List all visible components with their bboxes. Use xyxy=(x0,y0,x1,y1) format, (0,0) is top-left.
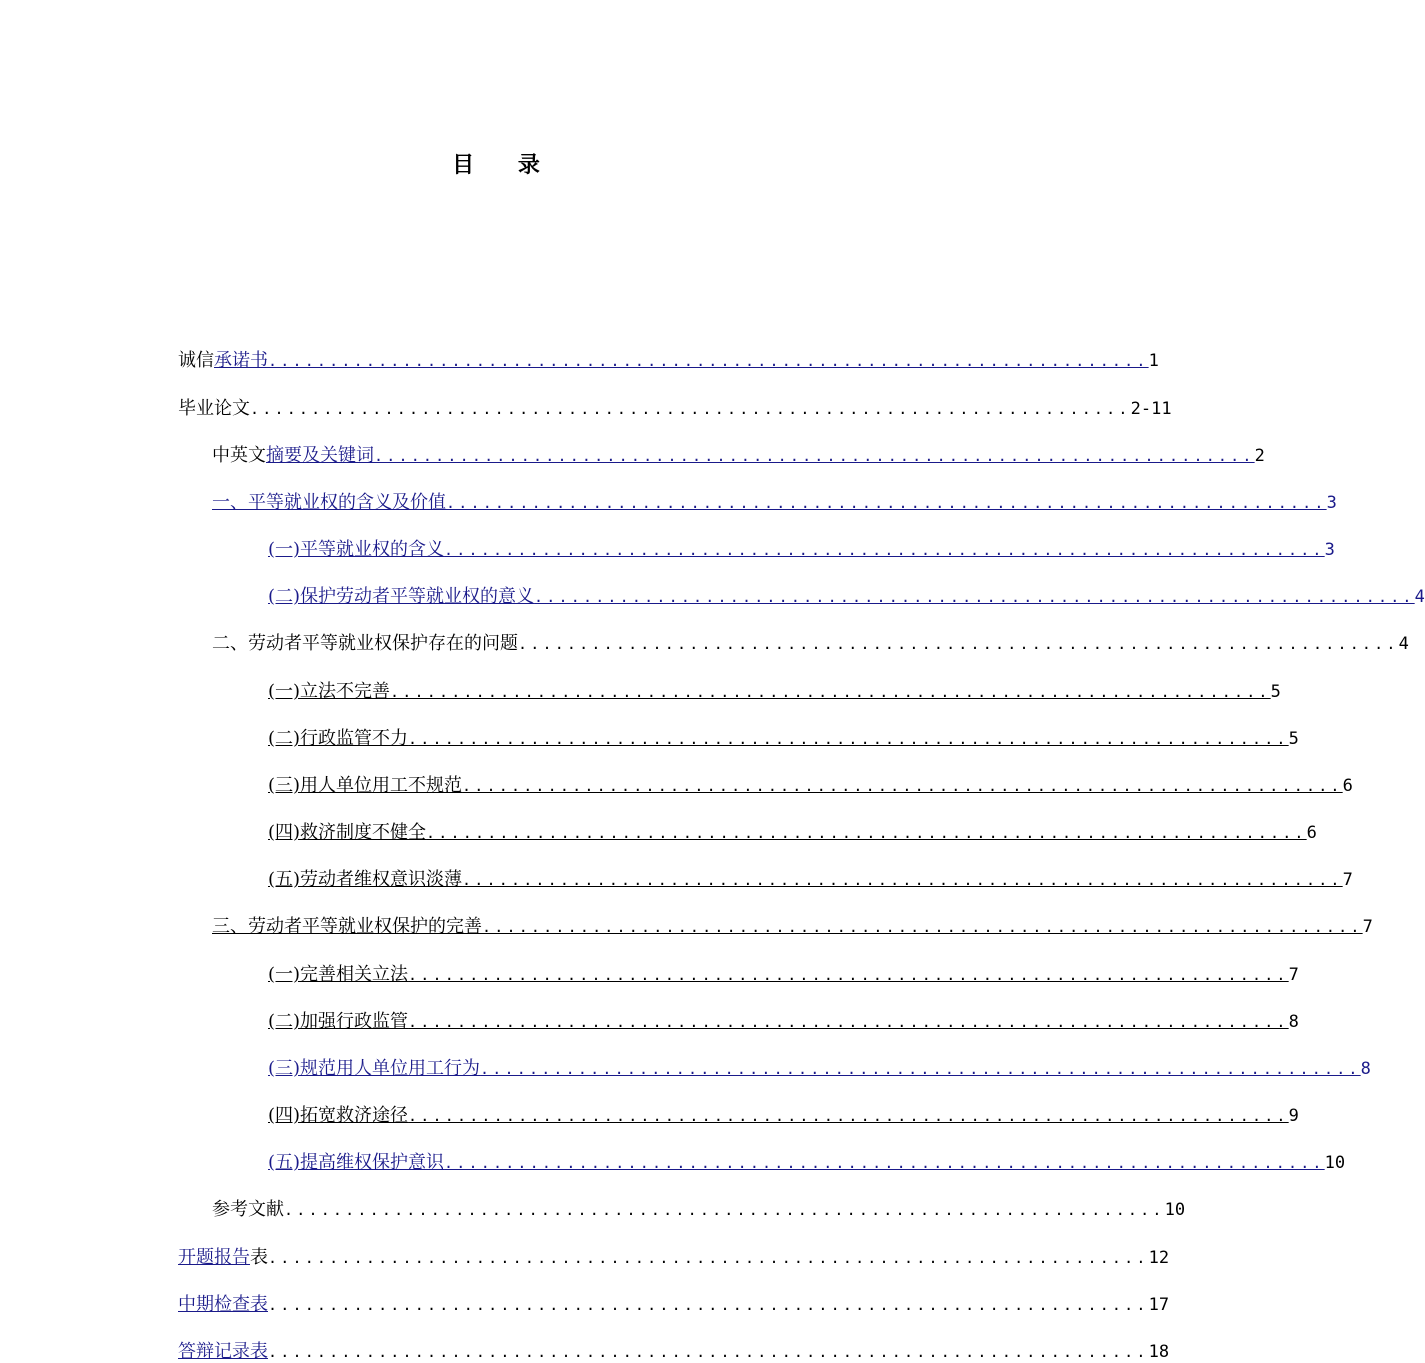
toc-leader-dots: ........................................................................ xyxy=(268,1296,1149,1314)
toc-page-number: 7 xyxy=(1288,965,1299,985)
toc-leader-dots: ........................................................................ xyxy=(426,824,1307,842)
toc-page-number: 8 xyxy=(1288,1012,1299,1032)
toc-entry-label: 参考文献 xyxy=(212,1199,284,1220)
toc-entry-section-3-4[interactable] xyxy=(268,1097,1299,1127)
toc-page-number: 2-11 xyxy=(1130,399,1172,419)
toc-entry-section-2-1[interactable] xyxy=(268,673,1281,703)
toc-page-number: 12 xyxy=(1148,1248,1170,1268)
toc-leader-dots: ........................................................................ xyxy=(284,1201,1165,1219)
toc-leader-dots: ........................................................................ xyxy=(534,588,1415,606)
toc-entry-abstract[interactable] xyxy=(212,437,1265,467)
toc-page-number: 8 xyxy=(1360,1059,1371,1079)
toc-title: 目 录 xyxy=(452,152,558,178)
toc-entry-midterm-check[interactable] xyxy=(178,1286,1170,1316)
toc-page-number: 3 xyxy=(1324,540,1335,560)
toc-leader-dots: ........................................................................ xyxy=(482,918,1363,936)
toc-leader-dots: ........................................................................ xyxy=(408,1013,1289,1031)
toc-page-number: 3 xyxy=(1326,493,1337,513)
toc-page-number: 7 xyxy=(1342,870,1353,890)
toc-entry-link[interactable]: (三)用人单位用工不规范 xyxy=(268,775,463,796)
toc-entry-link[interactable]: 承诺书 xyxy=(214,350,268,371)
toc-entry-section-2-5[interactable] xyxy=(268,861,1353,891)
toc-entry-link[interactable]: 摘要及关键词 xyxy=(266,445,374,466)
toc-leader-dots: ........................................................................ xyxy=(462,777,1343,795)
toc-entry-link[interactable]: (一)完善相关立法 xyxy=(268,964,409,985)
toc-page-number: 4 xyxy=(1414,587,1425,607)
toc-entry-suffix: 表 xyxy=(250,1247,268,1268)
toc-page-number: 18 xyxy=(1148,1342,1170,1362)
toc-leader-dots: ........................................................................ xyxy=(268,352,1149,370)
toc-entry-link[interactable]: 中期检查表 xyxy=(178,1294,268,1315)
toc-leader-dots: ........................................................................ xyxy=(374,447,1255,465)
toc-entry-link[interactable]: (二)保护劳动者平等就业权的意义 xyxy=(268,586,535,607)
toc-entry-section-3-2[interactable] xyxy=(268,1003,1299,1033)
toc-leader-dots: ........................................................................ xyxy=(518,635,1399,653)
toc-entry-link[interactable]: (五)劳动者维权意识淡薄 xyxy=(268,869,463,890)
toc-entry-section-2-2[interactable] xyxy=(268,720,1299,750)
toc-leader-dots: ........................................................................ xyxy=(250,400,1131,418)
toc-entry-section-3-5[interactable] xyxy=(268,1144,1346,1174)
toc-entry-section-2-3[interactable] xyxy=(268,767,1353,797)
toc-entry-defense-record[interactable] xyxy=(178,1333,1170,1363)
toc-page-number: 5 xyxy=(1270,682,1281,702)
toc-entry-section-3-3[interactable] xyxy=(268,1050,1371,1080)
toc-entry-section-1[interactable] xyxy=(212,484,1337,514)
toc-entry-link[interactable]: (二)行政监管不力 xyxy=(268,728,409,749)
toc-entry-section-3-1[interactable] xyxy=(268,956,1299,986)
toc-entry-link[interactable]: (四)拓宽救济途径 xyxy=(268,1105,409,1126)
toc-entry-link[interactable]: (一)立法不完善 xyxy=(268,681,391,702)
toc-entry-section-1-2[interactable] xyxy=(268,578,1425,608)
toc-entry-link[interactable]: (二)加强行政监管 xyxy=(268,1011,409,1032)
toc-leader-dots: ........................................................................ xyxy=(444,1154,1325,1172)
toc-entry-label: 毕业论文 xyxy=(178,398,250,419)
toc-entry-prefix: 诚信 xyxy=(178,350,214,371)
toc-entry-integrity-pledge[interactable] xyxy=(178,342,1159,372)
toc-page-number: 9 xyxy=(1288,1106,1299,1126)
toc-entry-proposal-report[interactable] xyxy=(178,1239,1170,1269)
toc-leader-dots: ........................................................................ xyxy=(390,683,1271,701)
toc-leader-dots: ........................................................................ xyxy=(268,1249,1149,1267)
toc-page-number: 2 xyxy=(1254,446,1265,466)
toc-entry-link[interactable]: (四)救济制度不健全 xyxy=(268,822,427,843)
toc-entry-section-1-1[interactable] xyxy=(268,531,1335,561)
toc-leader-dots: ........................................................................ xyxy=(444,541,1325,559)
toc-entry-section-2-4[interactable] xyxy=(268,814,1317,844)
toc-page-number: 5 xyxy=(1288,729,1299,749)
toc-leader-dots: ........................................................................ xyxy=(408,730,1289,748)
toc-leader-dots: ........................................................................ xyxy=(408,1107,1289,1125)
toc-entry-link[interactable]: 开题报告 xyxy=(178,1247,250,1268)
toc-page-number: 7 xyxy=(1362,917,1373,937)
toc-leader-dots: ........................................................................ xyxy=(480,1060,1361,1078)
toc-leader-dots: ........................................................................ xyxy=(462,871,1343,889)
toc-entry-link[interactable]: (五)提高维权保护意识 xyxy=(268,1152,445,1173)
toc-entry-link[interactable]: 三、劳动者平等就业权保护的完善 xyxy=(212,916,482,937)
toc-entry-link[interactable]: 答辩记录表 xyxy=(178,1341,268,1362)
toc-entry-section-2[interactable] xyxy=(212,625,1409,655)
toc-entry-prefix: 中英文 xyxy=(212,445,266,466)
toc-entry-references[interactable] xyxy=(212,1191,1186,1221)
toc-entry-label: 二、劳动者平等就业权保护存在的问题 xyxy=(212,633,518,654)
toc-page-number: 4 xyxy=(1398,634,1409,654)
toc-page-number: 17 xyxy=(1148,1295,1170,1315)
toc-entry-link[interactable]: (三)规范用人单位用工行为 xyxy=(268,1058,481,1079)
toc-entry-link[interactable]: 一、平等就业权的含义及价值 xyxy=(212,492,446,513)
toc-leader-dots: ........................................................................ xyxy=(408,966,1289,984)
toc-page-number: 6 xyxy=(1306,823,1317,843)
toc-entry-link[interactable]: (一)平等就业权的含义 xyxy=(268,539,445,560)
toc-page-number: 10 xyxy=(1324,1153,1346,1173)
toc-page-number: 6 xyxy=(1342,776,1353,796)
toc-entry-section-3[interactable] xyxy=(212,908,1373,938)
toc-leader-dots: ........................................................................ xyxy=(268,1343,1149,1361)
toc-entry-thesis[interactable] xyxy=(178,390,1172,420)
toc-page-number: 1 xyxy=(1148,351,1159,371)
toc-page-number: 10 xyxy=(1164,1200,1186,1220)
toc-leader-dots: ........................................................................ xyxy=(446,494,1327,512)
